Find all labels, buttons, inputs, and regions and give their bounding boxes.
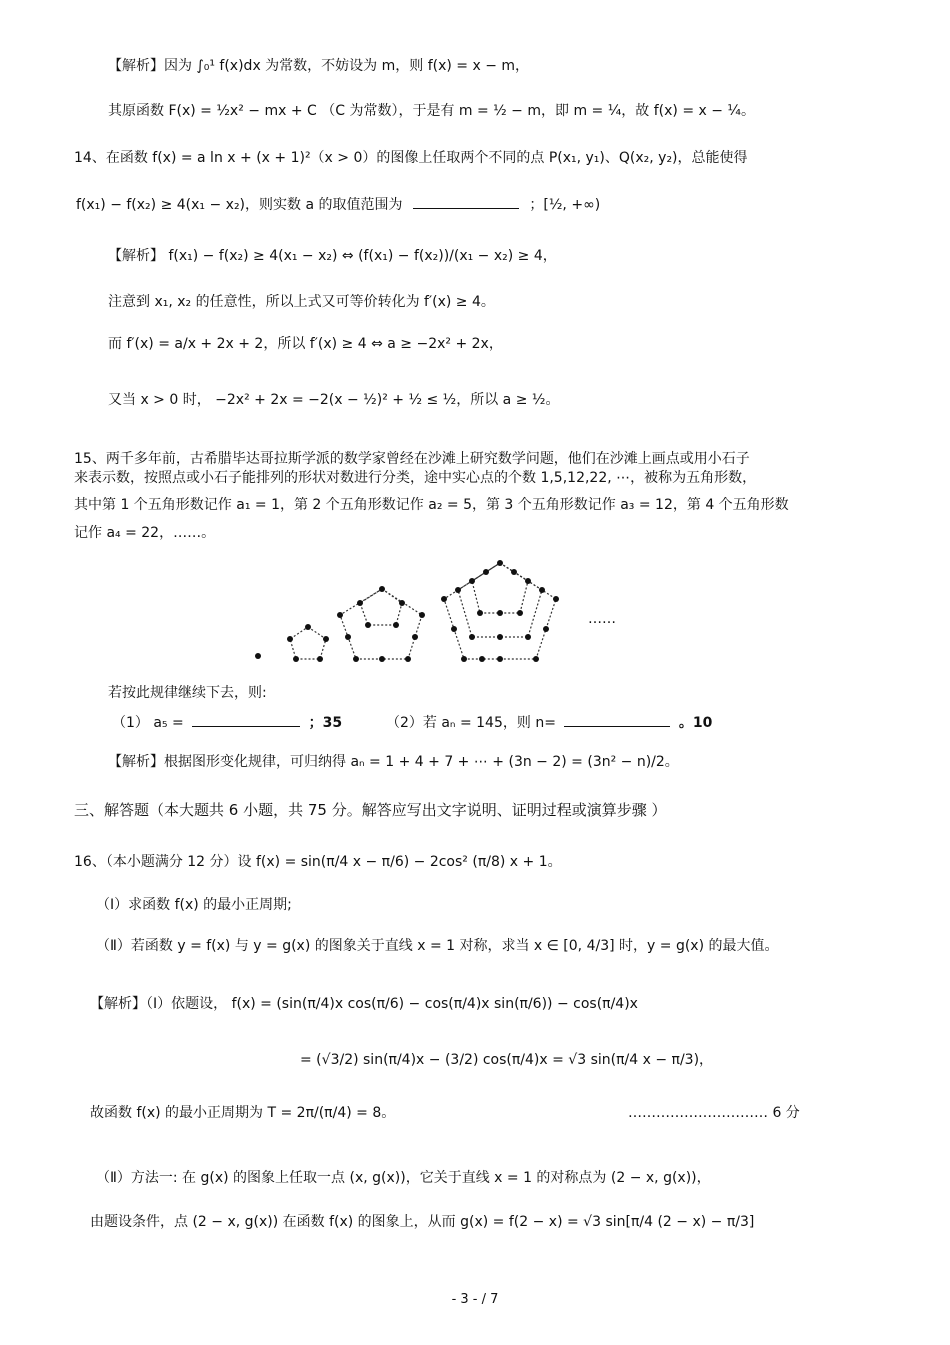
q15-part2-label: （2）若 aₙ = 145，则 n=: [386, 715, 556, 731]
q15-para-line1: 15、两千多年前，古希腊毕达哥拉斯学派的数学家曾经在沙滩上研究数学问题，他们在沙滩上画点或用小石子: [74, 451, 750, 467]
pentagon-2: [290, 627, 326, 659]
q15-para-line2: 来表示数，按照点或小石子能排列的形状对数进行分类，途中实心点的个数 1,5,12,22, ⋯，被称为五角形数，: [74, 470, 757, 486]
q14-solution-line3: 而 f′(x) = a/x + 2x + 2，所以 f′(x) ≥ 4 ⇔ a ≥ −2x² + 2x，: [108, 336, 503, 352]
q16-solution-line5: 由题设条件，点 (2 − x, g(x)) 在函数 f(x) 的图象上，从而 g(x) = f(2 − x) = √3 sin[π/4 (2 − x) − π/3]: [90, 1214, 755, 1230]
q14-answer: ；[½, +∞): [529, 197, 601, 213]
section-3-heading: 三、解答题（本大题共 6 小题，共 75 分。解答应写出文字说明、证明过程或演算步骤 ）: [74, 801, 667, 819]
q16-solution-line1: 【解析】（Ⅰ）依题设， f(x) = (sin(π/4)x cos(π/6) − cos(π/4)x sin(π/6)) − cos(π/4)x: [90, 996, 638, 1012]
q15-part1-label: （1） a₅ =: [112, 715, 184, 731]
q16-solution-line3: 故函数 f(x) 的最小正周期为 T = 2π/(π/4) = 8。: [90, 1105, 396, 1121]
pentagon-ellipsis: ……: [588, 611, 616, 627]
q15-part1-blank: [192, 712, 300, 727]
q14-answer-blank: [413, 194, 519, 209]
q16-solution-line4: （Ⅱ）方法一: 在 g(x) 的图象上任取一点 (x, g(x))，它关于直线 x = 1 的对称点为 (2 − x, g(x))，: [96, 1170, 711, 1186]
q16-stem: 16、（本小题满分 12 分）设 f(x) = sin(π/4 x − π/6) − 2cos² (π/8) x + 1。: [74, 854, 562, 870]
q14-stem-text: f(x₁) − f(x₂) ≥ 4(x₁ − x₂)，则实数 a 的取值范围为: [76, 197, 403, 213]
q15-continue: 若按此规律继续下去，则:: [108, 685, 267, 701]
q14-stem-line1: 14、在函数 f(x) = a ln x + (x + 1)²（x > 0）的图像上任取两个不同的点 P(x₁, y₁)、Q(x₂, y₂)，总能使得: [74, 150, 748, 166]
q15-part2-answer: 。10: [678, 715, 713, 731]
q14-stem-line2: [76, 194, 600, 214]
q15-para-line3: 其中第 1 个五角形数记作 a₁ = 1，第 2 个五角形数记作 a₂ = 5，第 3 个五角形数记作 a₃ = 12，第 4 个五角形数: [74, 497, 789, 513]
q13-solution-line2: 其原函数 F(x) = ½x² − mx + C （C 为常数），于是有 m = ½ − m，即 m = ¼，故 f(x) = x − ¼。: [108, 103, 755, 119]
q15-part1-answer: ；35: [308, 715, 343, 731]
q15-part2-blank: [564, 712, 670, 727]
q16-solution-line2: = (√3/2) sin(π/4)x − (3/2) cos(π/4)x = √3 sin(π/4 x − π/3)，: [300, 1052, 714, 1068]
pentagon-3: [340, 589, 422, 659]
q16-part2: （Ⅱ）若函数 y = f(x) 与 y = g(x) 的图象关于直线 x = 1 对称，求当 x ∈ [0, 4/3] 时，y = g(x) 的最大值。: [96, 938, 779, 954]
q14-solution-line1: 【解析】 f(x₁) − f(x₂) ≥ 4(x₁ − x₂) ⇔ (f(x₁) − f(x₂))/(x₁ − x₂) ≥ 4，: [108, 248, 557, 264]
q15-part2: [386, 712, 712, 732]
q13-solution-line1: 【解析】因为 ∫₀¹ f(x)dx 为常数，不妨设为 m，则 f(x) = x − m，: [108, 58, 530, 74]
page-number: - 3 - / 7: [451, 1292, 499, 1307]
pentagon-1-dot: [255, 653, 261, 659]
q15-solution: 【解析】根据图形变化规律，可归纳得 aₙ = 1 + 4 + 7 + ⋯ + (3n − 2) = (3n² − n)/2。: [108, 754, 679, 770]
pentagonal-numbers-figure: [240, 555, 580, 675]
q15-para-line4: 记作 a₄ = 22，……。: [74, 525, 216, 541]
q16-score: ………………………… 6 分: [628, 1105, 800, 1121]
q14-solution-line2: 注意到 x₁, x₂ 的任意性，所以上式又可等价转化为 f′(x) ≥ 4。: [108, 294, 495, 310]
q15-part1: [112, 712, 342, 732]
q14-solution-line4: 又当 x > 0 时， −2x² + 2x = −2(x − ½)² + ½ ≤ ½，所以 a ≥ ½。: [108, 392, 560, 408]
q16-part1: （Ⅰ）求函数 f(x) 的最小正周期;: [96, 897, 292, 913]
